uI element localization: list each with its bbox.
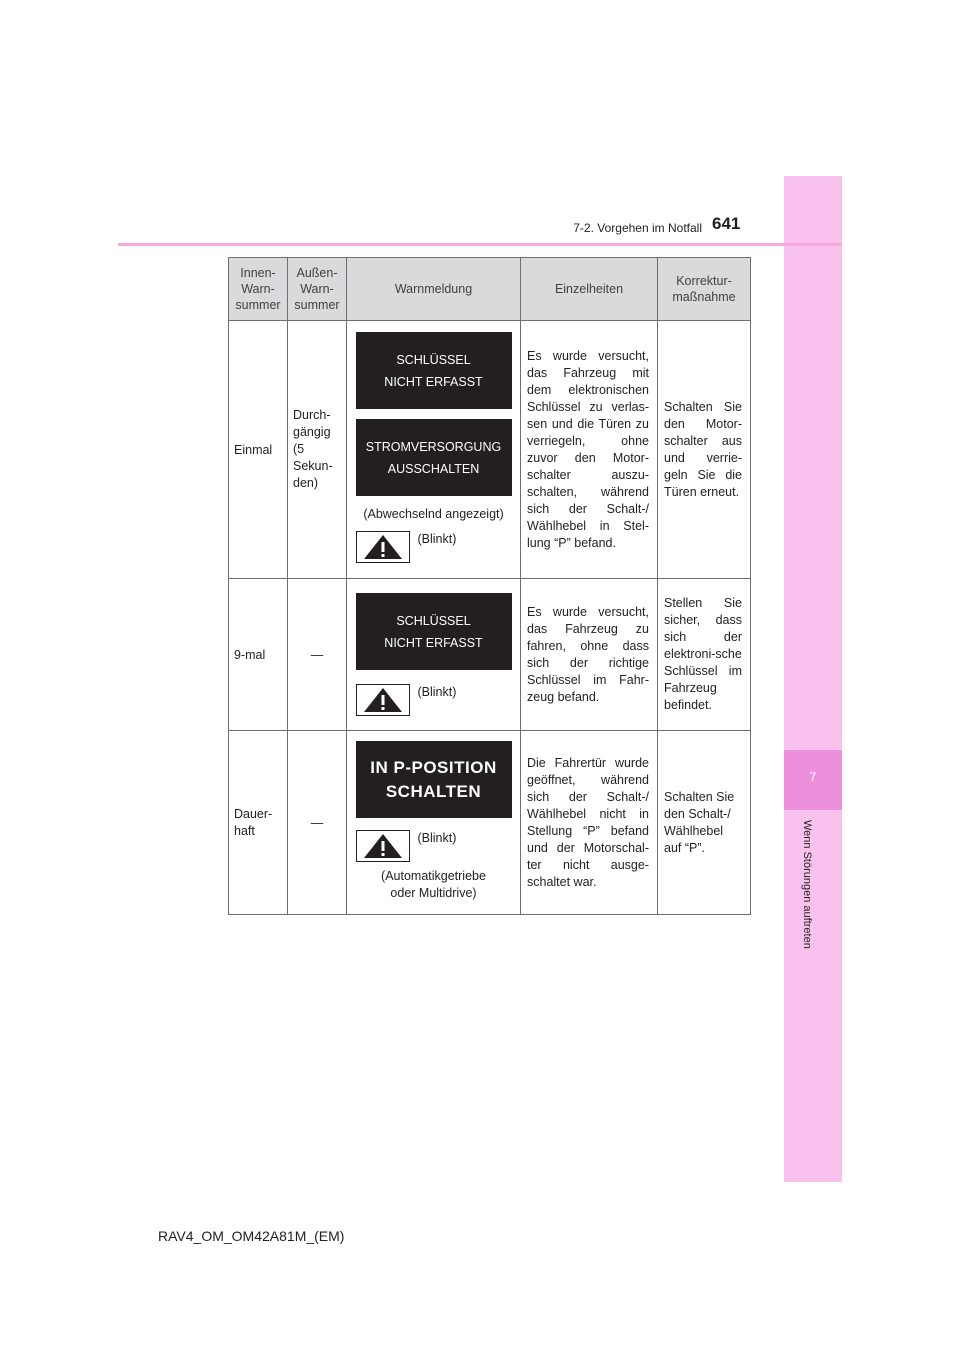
page-number: 641	[712, 214, 741, 233]
chapter-number: 7	[809, 770, 817, 784]
display-line: SCHLÜSSEL	[396, 613, 471, 628]
action-cell: Schalten Sie den Schalt-/ Wählhebel auf “P”.	[658, 731, 751, 915]
warning-indicator	[356, 684, 512, 716]
details-cell: Es wurde versucht, das Fahrzeug mit dem elektronischen Schlüssel zu verlas-sen und die Türen zu verriegeln, ohne zuvor den Motor-schalter auszu-schalten, während sich der Schalt-/ Wählhebel in Stel-lung “P” befand.	[521, 321, 658, 579]
display-message	[356, 332, 512, 409]
display-line: NICHT ERFASST	[384, 635, 483, 650]
display-line: SCHLÜSSEL	[396, 352, 471, 367]
header-inner-buzzer: Innen- Warn- summer	[229, 258, 288, 321]
display-message	[356, 593, 512, 670]
table-header-row	[229, 258, 751, 321]
header-warning-message: Warnmeldung	[347, 258, 521, 321]
transmission-note: (Automatikgetriebe oder Multidrive)	[381, 869, 486, 900]
blink-label: (Blinkt)	[417, 532, 457, 546]
warning-table	[228, 257, 751, 915]
warning-triangle-icon	[356, 830, 410, 862]
blink-label: (Blinkt)	[417, 685, 457, 699]
outer-buzzer-cell: —	[288, 731, 347, 915]
inner-buzzer-cell: Einmal	[229, 321, 288, 579]
inner-buzzer-cell: 9-mal	[229, 579, 288, 731]
header-corrective-action: Korrektur- maßnahme	[658, 258, 751, 321]
display-line: NICHT ERFASST	[384, 374, 483, 389]
table-row	[229, 731, 751, 915]
warning-triangle-icon	[356, 684, 410, 716]
table-row	[229, 579, 751, 731]
section-title: 7-2. Vorgehen im Notfall	[573, 221, 702, 235]
warning-message-cell	[347, 579, 521, 731]
display-line: AUSSCHALTEN	[387, 461, 480, 476]
display-message	[356, 741, 512, 818]
chapter-label: Wenn Störungen auftreten	[801, 820, 813, 949]
chapter-number-badge	[784, 750, 842, 810]
warning-indicator	[356, 531, 512, 563]
display-line: STROMVERSORGUNG	[365, 439, 502, 454]
details-cell: Die Fahrertür wurde geöffnet, während sich der Schalt-/ Wählhebel nicht in Stellung “P” befand und der Motorschal-ter nicht ausge-schaltet war.	[521, 731, 658, 915]
display-line: IN P-POSITION	[370, 757, 497, 777]
blink-label: (Blinkt)	[417, 831, 457, 845]
warning-indicator	[356, 830, 512, 862]
action-cell: Schalten Sie den Motor-schalter aus und verrie-geln Sie die Türen erneut.	[658, 321, 751, 579]
table-row	[229, 321, 751, 579]
details-cell: Es wurde versucht, das Fahrzeug zu fahren, ohne dass sich der richtige Schlüssel im Fahr-zeug befand.	[521, 579, 658, 731]
display-message	[356, 419, 512, 496]
header-divider	[118, 243, 842, 246]
chapter-side-tab	[784, 176, 842, 1182]
outer-buzzer-cell: Durch- gängig (5 Sekun- den)	[288, 321, 347, 579]
header-details: Einzelheiten	[521, 258, 658, 321]
warning-message-cell	[347, 731, 521, 915]
inner-buzzer-cell: Dauer- haft	[229, 731, 288, 915]
alternating-note: (Abwechselnd angezeigt)	[363, 507, 504, 521]
warning-message-cell	[347, 321, 521, 579]
warning-triangle-icon	[356, 531, 410, 563]
document-code: RAV4_OM_OM42A81M_(EM)	[158, 1228, 345, 1244]
action-cell: Stellen Sie sicher, dass sich der elektroni-sche Schlüssel im Fahrzeug befindet.	[658, 579, 751, 731]
header-outer-buzzer: Außen- Warn- summer	[288, 258, 347, 321]
display-line: SCHALTEN	[385, 781, 482, 801]
outer-buzzer-cell: —	[288, 579, 347, 731]
